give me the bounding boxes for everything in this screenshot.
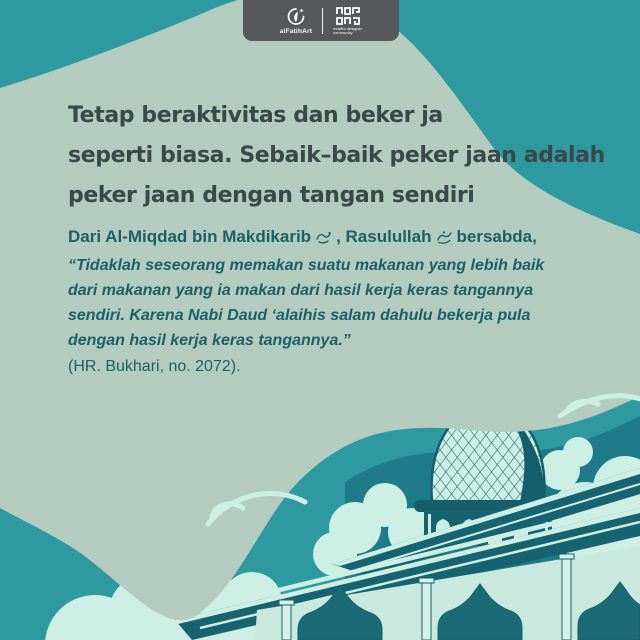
headline-line-2: seperti biasa. Sebaik–baik peker jaan adalah [68, 143, 605, 168]
quote-line-1: “Tidaklah seseorang memakan suatu makanan yang lebih baik [68, 257, 545, 274]
citation: (HR. Bukhari, no. 2072). [68, 358, 241, 375]
alfatihart-logo-block [280, 7, 312, 35]
publisher-badge [243, 0, 399, 41]
headline-line-1: Tetap beraktivitas dan beker ja [68, 103, 443, 128]
attribution-part3: bersabda, [456, 227, 537, 246]
attribution-part1: Dari Al-Miqdad bin Makdikarib [68, 227, 312, 246]
headline-line-3: peker jaan dengan tangan sendiri [68, 183, 475, 208]
headline [68, 96, 628, 216]
hadith-block [68, 224, 608, 379]
mdc-kufic-logo-icon [335, 6, 361, 26]
shallallahu-alaihi-wasallam-ornament-icon [436, 230, 453, 244]
attribution-part2: , Rasulullah [336, 227, 432, 246]
quote-line-2: dari makanan yang ia makan dari hasil kerja keras tangannya [68, 282, 534, 299]
alfatihart-logo-icon [286, 7, 306, 26]
quote-line-4: dengan hasil kerja keras tangannya.” [68, 332, 351, 349]
mdc-logo-caption: muslim designer community [333, 25, 363, 35]
quote-text [68, 253, 608, 353]
attribution-line [68, 224, 608, 250]
quote-line-3: sendiri. Karena Nabi Daud ‘alaihis salam dahulu bekerja pula [68, 307, 531, 324]
badge-divider [322, 8, 323, 34]
mdc-logo-block [333, 6, 362, 36]
alfatihart-logo-text: alFatihArt [279, 27, 313, 35]
radhiyallahu-anhu-ornament-icon [315, 230, 332, 244]
